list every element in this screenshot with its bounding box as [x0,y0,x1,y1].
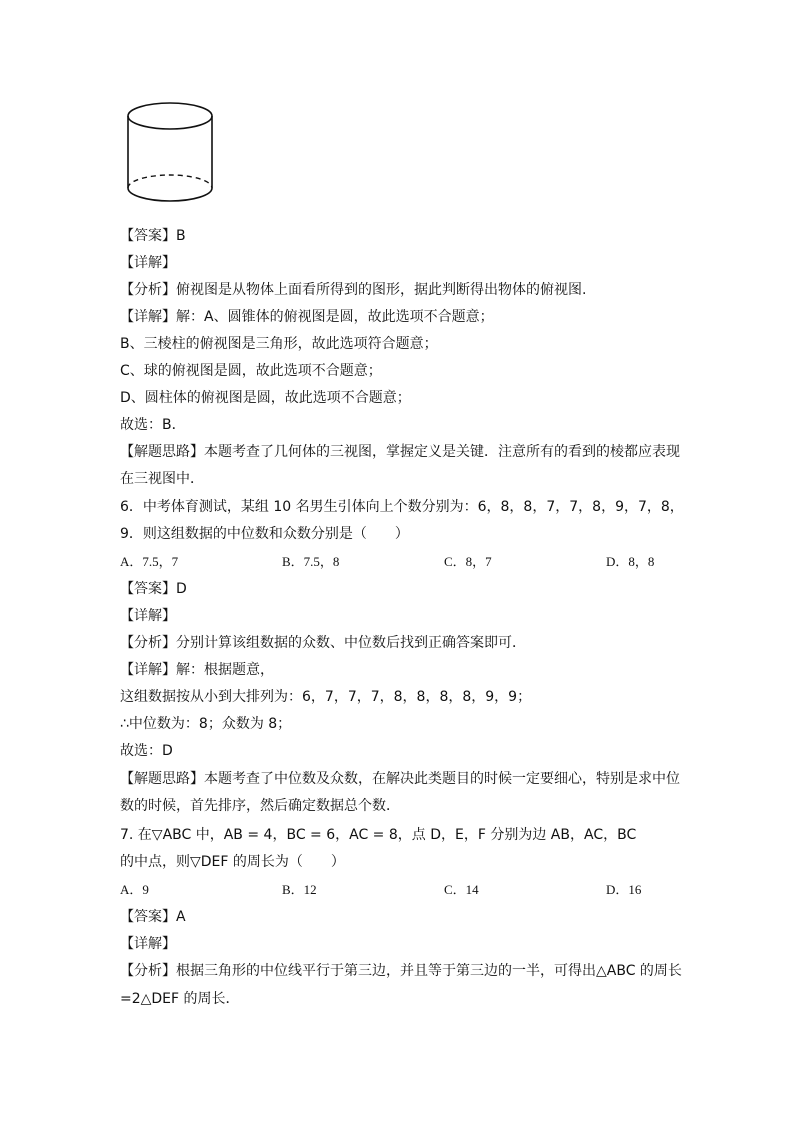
q6-choose: 故选：D [120,743,173,759]
q6-option-c: C．8，7 [444,554,492,569]
q6-option-a: A．7.5，7 [120,554,179,569]
q6-stem-line-1: 6．中考体育测试，某组 10 名男生引体向上个数分别为：6，8，8，7，7，8，9，7，8， [120,499,684,515]
q7-option-b: B．12 [282,882,317,897]
q7-analysis-line-2: =2△DEF 的周长． [120,991,240,1007]
q6-sorted-data: 这组数据按从小到大排列为：6，7，7，7，8，8，8，8，9，9； [120,689,532,705]
q7-option-d: D．16 [606,882,642,897]
q7-stem-line-2: 的中点，则▽DEF 的周长为（ ） [120,854,345,870]
q5-idea-line-1: 【解题思路】本题考查了几何体的三视图，掌握定义是关键．注意所有的看到的棱都应表现 [120,444,680,460]
q5-analysis: 【分析】俯视图是从物体上面看所得到的图形，据此判断得出物体的俯视图. [120,282,587,298]
q6-idea-line-2: 数的时候，首先排序，然后确定数据总个数． [120,798,400,814]
q5-option-d-note: D、圆柱体的俯视图是圆，故此选项不合题意； [120,390,411,406]
q7-analysis-line-1: 【分析】根据三角形的中位线平行于第三边，并且等于第三边的一半，可得出△ABC 的周长 [120,963,682,979]
cylinder-bottom-hidden-arc [128,175,212,188]
q6-option-d: D．8，8 [606,554,655,569]
cylinder-figure [120,96,220,216]
q6-answer: 【答案】D [120,581,187,597]
q5-answer: 【答案】B [120,228,186,244]
q5-option-b-note: B、三棱柱的俯视图是三角形，故此选项符合题意； [120,336,438,352]
q7-stem-line-1: 7. 在▽ABC 中，AB = 4，BC = 6，AC = 8，点 D，E，F 分别为边 AB，AC，BC [120,827,637,843]
cylinder-bottom-front-arc [128,188,212,201]
q7-option-a: A．9 [120,882,149,897]
q6-option-b: B．7.5，8 [282,554,340,569]
q6-stem-line-2: 9．则这组数据的中位数和众数分别是（ ） [120,526,409,542]
q5-detail-heading: 【详解】 [120,255,176,271]
q6-analysis: 【分析】分别计算该组数据的众数、中位数后找到正确答案即可． [120,635,526,651]
q5-idea-line-2: 在三视图中． [120,471,204,487]
q7-answer: 【答案】A [120,909,186,925]
cylinder-top-ellipse [128,103,212,129]
q5-choose: 故选：B． [120,417,186,433]
q6-idea-line-1: 【解题思路】本题考查了中位数及众数，在解决此类题目的时候一定要细心，特别是求中位 [120,771,680,787]
q6-result: ∴中位数为：8；众数为 8； [120,716,292,732]
q6-detail-heading: 【详解】 [120,608,176,624]
q6-solution: 【详解】解：根据题意， [120,662,274,678]
q5-option-c-note: C、球的俯视图是圆，故此选项不合题意； [120,363,382,379]
q7-detail-heading: 【详解】 [120,936,176,952]
q5-solution: 【详解】解：A、圆锥体的俯视图是圆，故此选项不合题意； [120,309,494,325]
q7-option-c: C．14 [444,882,479,897]
